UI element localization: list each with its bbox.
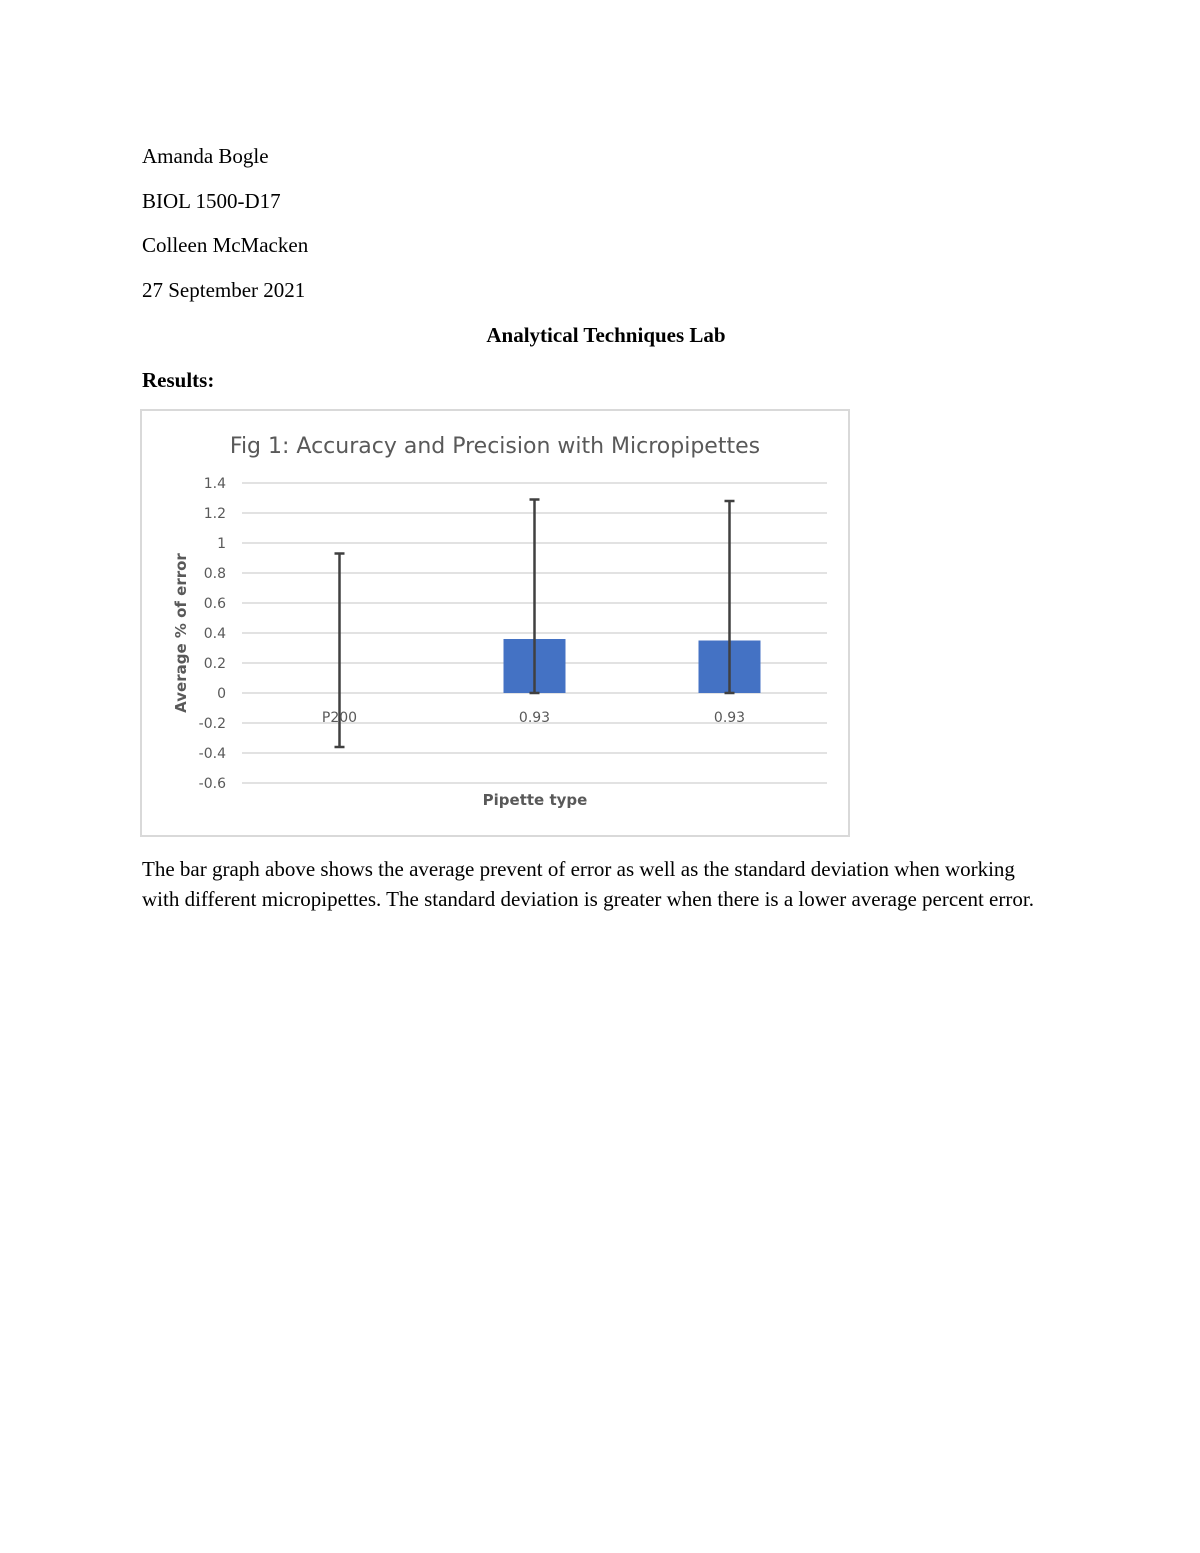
y-tick-label: 0.6 [203, 596, 226, 612]
y-tick-label: 0 [217, 686, 226, 702]
bar-chart [142, 411, 848, 835]
y-tick-label: 1.2 [203, 506, 226, 522]
y-tick-label: 0.2 [203, 656, 226, 672]
figure-chart [140, 409, 850, 837]
y-tick-label: 1.4 [203, 476, 226, 492]
y-axis-label: Average % of error [172, 553, 190, 713]
x-tick-label: 0.93 [518, 710, 551, 726]
x-axis-label: Pipette type [482, 791, 588, 809]
y-tick-label: -0.2 [198, 716, 226, 732]
y-tick-label: 1 [217, 536, 226, 552]
results-heading: Results: [142, 368, 215, 392]
y-tick-labels [199, 476, 226, 792]
x-tick-label: P200 [321, 710, 358, 726]
bars [504, 639, 761, 693]
figure-caption: The bar graph above shows the average prevent of error as well as the standard deviation when working with different micropipettes. The standard deviation is greater when there is a lower average percent error. [142, 857, 1034, 911]
y-tick-label: 0.8 [203, 566, 226, 582]
document-title: Analytical Techniques Lab [486, 323, 726, 347]
chart-title: Fig 1: Accuracy and Precision with Micropipettes [229, 434, 761, 459]
y-tick-label: -0.6 [198, 776, 226, 792]
y-tick-label: -0.4 [198, 746, 226, 762]
course-code: BIOL 1500-D17 [142, 189, 281, 213]
y-tick-label: 0.4 [203, 626, 226, 642]
author-name: Amanda Bogle [142, 144, 269, 168]
instructor-name: Colleen McMacken [142, 233, 309, 257]
report-date: 27 September 2021 [142, 278, 306, 302]
x-tick-label: 0.93 [713, 710, 746, 726]
